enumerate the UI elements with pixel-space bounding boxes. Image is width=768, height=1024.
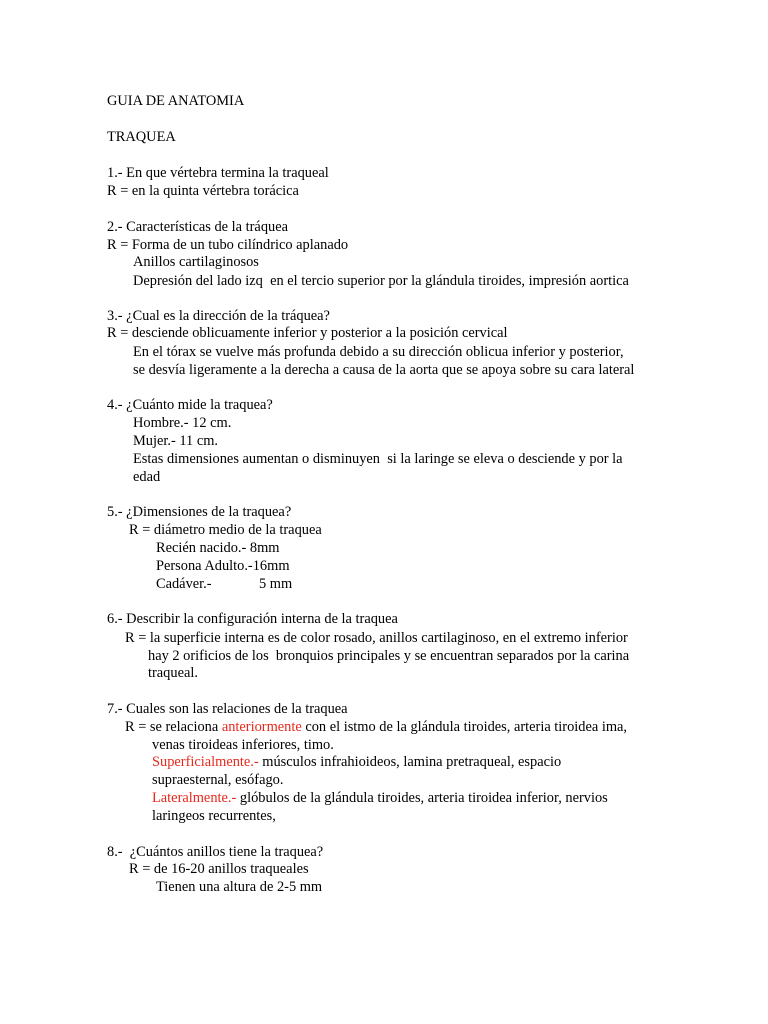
q5-line4-value: 5 mm [259, 576, 293, 592]
q2-question: 2.- Características de la tráquea [107, 219, 288, 235]
q1-answer: R = en la quinta vértebra torácica [107, 183, 299, 199]
q6-question: 6.- Describir la configuración interna de la traquea [107, 611, 398, 627]
q7-line3-highlight: Superficialmente.- [152, 754, 259, 770]
q2-answer: R = Forma de un tubo cilíndrico aplanado [107, 237, 349, 253]
doc-subtitle: TRAQUEA [107, 129, 176, 145]
q2-line2: Anillos cartilaginosos [133, 254, 259, 270]
q5-line2: Recién nacido.- 8mm [156, 540, 280, 556]
q5-line3: Persona Adulto.-16mm [156, 558, 290, 574]
q5-answer: R = diámetro medio de la traquea [129, 522, 322, 538]
q7-line5 [152, 789, 608, 807]
q7-answer-highlight: anteriormente [221, 719, 302, 735]
q7-line5-highlight: Lateralmente.- [152, 790, 237, 806]
q2-line3: Depresión del lado izq en el tercio superior por la glándula tiroides, impresión aortica [133, 273, 629, 289]
q4-line3: Estas dimensiones aumentan o disminuyen si la laringe se eleva o desciende y por la [133, 451, 623, 467]
q7-line5-rest: glóbulos de la glándula tiroides, arteria tiroidea inferior, nervios [236, 790, 608, 806]
q7-answer-start: R = se relaciona [125, 719, 222, 735]
q3-question: 3.- ¿Cual es la dirección de la tráquea? [107, 308, 330, 324]
q3-line3: se desvía ligeramente a la derecha a causa de la aorta que se apoya sobre su cara lateral [133, 362, 635, 378]
q7-line2: venas tiroideas inferiores, timo. [152, 737, 334, 753]
q8-line2: Tienen una altura de 2-5 mm [156, 879, 323, 895]
q1-question: 1.- En que vértebra termina la traqueal [107, 165, 329, 181]
q6-answer: R = la superficie interna es de color rosado, anillos cartilaginoso, en el extremo inferior [125, 630, 628, 646]
q8-answer: R = de 16-20 anillos traqueales [129, 861, 309, 877]
q7-line3-rest: músculos infrahioideos, lamina pretraqueal, espacio [258, 754, 562, 770]
q4-line4: edad [133, 469, 161, 485]
q7-answer [125, 718, 627, 736]
q4-line2: Mujer.- 11 cm. [133, 433, 218, 449]
q4-line1: Hombre.- 12 cm. [133, 415, 232, 431]
q5-question: 5.- ¿Dimensiones de la traquea? [107, 504, 292, 520]
doc-title: GUIA DE ANATOMIA [107, 93, 245, 109]
q7-answer-rest: con el istmo de la glándula tiroides, arteria tiroidea ima, [301, 719, 628, 735]
q6-line3: traqueal. [148, 665, 198, 681]
q3-answer: R = desciende oblicuamente inferior y posterior a la posición cervical [107, 325, 508, 341]
q8-question: 8.- ¿Cuántos anillos tiene la traquea? [107, 844, 324, 860]
q6-line2: hay 2 orificios de los bronquios principales y se encuentran separados por la carina [148, 648, 630, 664]
q4-question: 4.- ¿Cuánto mide la traquea? [107, 397, 273, 413]
q7-line4: supraesternal, esófago. [152, 772, 284, 788]
q7-question: 7.- Cuales son las relaciones de la traquea [107, 701, 348, 717]
q5-line4-label: Cadáver.- [156, 576, 212, 592]
q3-line2: En el tórax se vuelve más profunda debido a su dirección oblicua inferior y posterior, [133, 344, 624, 360]
q7-line6: laringeos recurrentes, [152, 808, 276, 824]
q7-line3 [152, 753, 561, 771]
